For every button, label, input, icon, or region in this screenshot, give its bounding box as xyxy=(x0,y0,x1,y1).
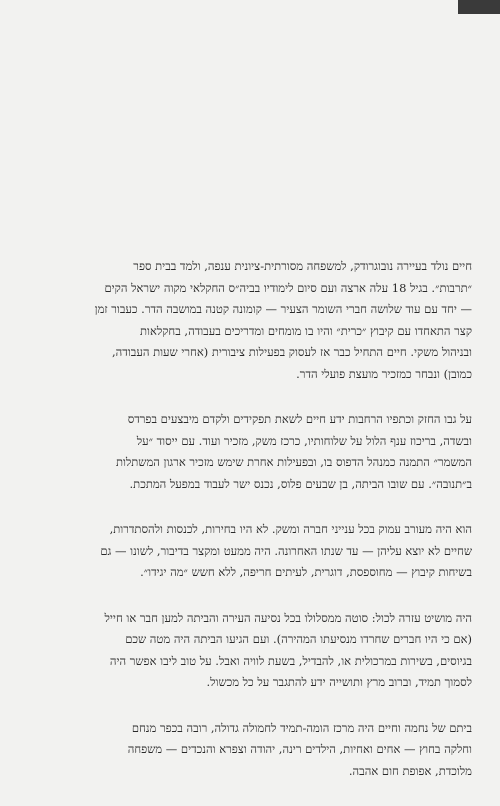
body-text xyxy=(28,256,472,806)
text-line: לסמוך תמיד, וברוב מרץ ותושייה ידע להתגבר על כל מכשול. xyxy=(206,675,472,689)
text-line: מלוכדת, אפופת חום אהבה. xyxy=(348,763,472,778)
text-line: קצר התאחדו עם קיבוץ ״כרית״ והיו בו מומחים ומדריכים בעבודה, בחקלאות xyxy=(140,323,472,338)
text-line: כמובן) ונבחר כמזכיר מועצת פועלי הדר. xyxy=(296,366,472,381)
text-line: בשיחות קיבוץ — מחוספסת, דוגרית, לעיתים חריפה, ללא חשש ״מה יגידו״. xyxy=(140,565,472,579)
paragraph-3 xyxy=(28,519,472,584)
paragraph-5 xyxy=(28,718,472,783)
paragraph-2 xyxy=(28,409,472,495)
text-line: ובשדה, בריכוז ענף הלול על שלוחותיו, כרכז משק, מזכיר ועוד. עם ייסוד ״על xyxy=(136,433,472,448)
text-line: על גבו החזק וכתפיו הרחבות ידע חיים לשאת תפקידים ולקדם מיבצעים בפרדס xyxy=(127,412,472,426)
paragraph-1 xyxy=(28,256,472,385)
text-line: (אם כי היו חברים שחרדו מנסיעתו המהירה). ועם הגיעו הביתה היה מטה שכם xyxy=(125,632,472,646)
text-line: היה מושיט עזרה לכול: סוטה ממסלולו בכל נסיעה העירה והביתה למען חבר או חייל xyxy=(104,610,472,625)
text-line: ״תרבות״. בגיל 18 עלה ארצה ועם סיום לימודיו בביה״ס החקלאי מקוה ישראל הקים xyxy=(104,280,472,295)
text-line: המשמר״ התמנה כמנהל הדפוס בו, ובפעילות אחרת שימש מזכיר ארגון המשתלות xyxy=(115,455,472,469)
corner-tab-mark xyxy=(458,0,500,14)
text-line: בגיוסים, בשירות במרכולית או, להבדיל, בשעת לוויה ואבל. על טוב ליבו אפשר היה xyxy=(109,653,472,668)
text-line: ב״תנובה״. עם שובו הביתה, בן שבעים פלוס, נכנס ישר לעבוד במפעל המתכת. xyxy=(129,476,472,491)
text-line: הוא היה מעורב עמוק בכל ענייני חברה ומשק. לא היו בחירות, לכנסות ולהסתדרות, xyxy=(109,522,472,536)
text-line: שחיים לא יוצא עליהן — עד שנתו האחרונה. היה ממעט ומקצר בדיבור, לשונו — גם xyxy=(100,543,472,558)
text-line: חיים נולד בעיירה נובוגרודק, למשפחה מסורתית-ציונית ענפה, ולמד בבית ספר xyxy=(133,259,472,273)
paragraph-4 xyxy=(28,608,472,694)
text-line: ביתם של נחמה וחיים היה מרכז הומה-תמיד לחמולה גדולה, רובה בכפר מנחם xyxy=(131,720,472,735)
text-line: ובניהול משקי. חיים התחיל כבר אז לעסוק בפעילות ציבורית (אחרי שעות העבודה, xyxy=(112,345,472,359)
text-line: — יחד עם עוד שלושה חברי השומר הצעיר — קומונה קטנה במושבה הדר. כעבור זמן xyxy=(94,302,472,316)
text-line: וחלקה בחוץ — אחים ואחיות, הילדים רינה, יהודה וצפרא והנכדים — משפחה xyxy=(127,742,472,756)
